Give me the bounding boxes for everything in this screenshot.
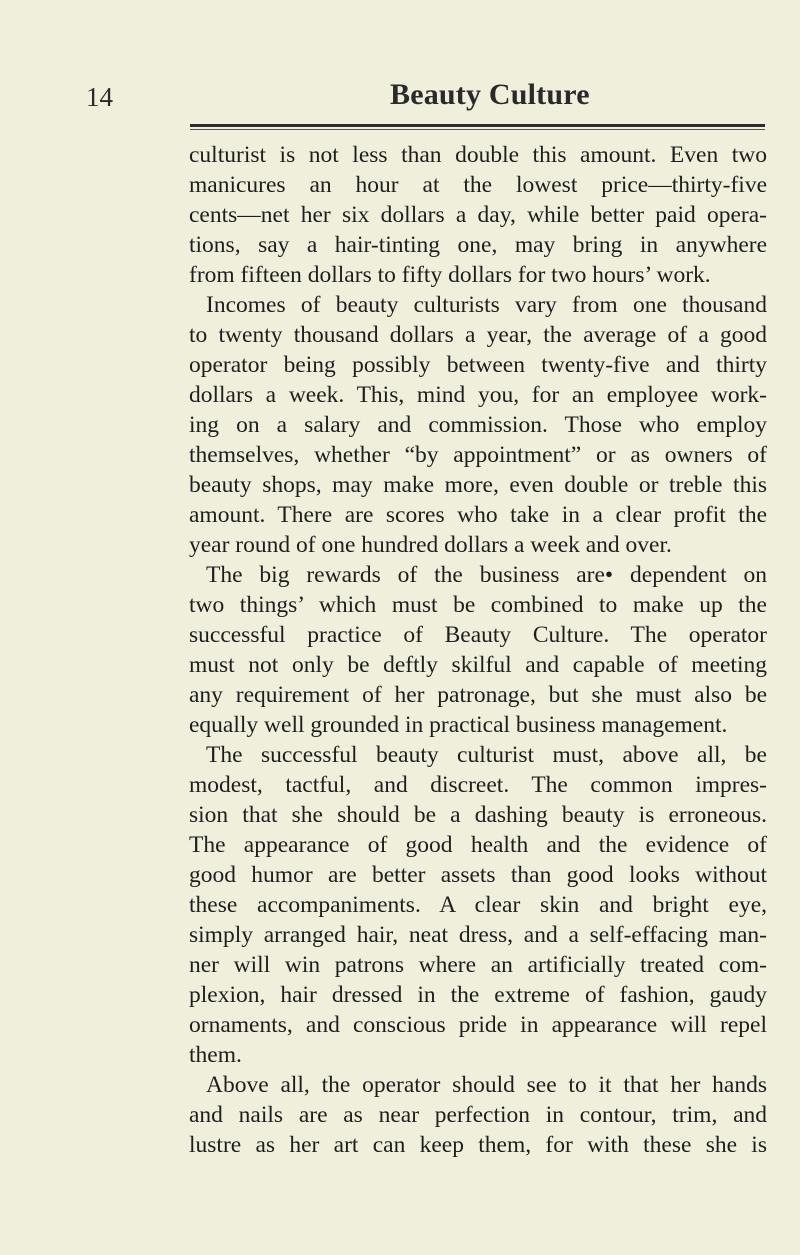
text-line: them. bbox=[189, 1042, 242, 1068]
text-line: Above all, the operator should see to it that her hands bbox=[206, 1072, 767, 1098]
text-line: The successful beauty culturist must, above all, be bbox=[206, 742, 767, 768]
text-line: simply arranged hair, neat dress, and a self-effacing man- bbox=[189, 922, 767, 948]
text-line: any requirement of her patronage, but she must also be bbox=[189, 682, 767, 708]
text-line: from fifteen dollars to fifty dollars for two hours’ work. bbox=[189, 262, 711, 288]
text-line: Incomes of beauty culturists vary from one thousand bbox=[206, 292, 767, 318]
text-line: themselves, whether “by appointment” or as owners of bbox=[189, 442, 767, 468]
text-line: year round of one hundred dollars a week and over. bbox=[189, 532, 672, 558]
text-line: equally well grounded in practical business management. bbox=[189, 712, 728, 738]
body-text bbox=[189, 140, 767, 1160]
running-head: Beauty Culture bbox=[390, 78, 590, 111]
text-line: cents—net her six dollars a day, while better paid opera- bbox=[189, 202, 767, 228]
text-line: amount. There are scores who take in a clear profit the bbox=[189, 502, 767, 528]
text-line: operator being possibly between twenty-five and thirty bbox=[189, 352, 767, 378]
text-line: must not only be deftly skilful and capable of meeting bbox=[189, 652, 767, 678]
page-header bbox=[0, 78, 800, 118]
text-line: The appearance of good health and the evidence of bbox=[189, 832, 767, 858]
text-line: ornaments, and conscious pride in appearance will repel bbox=[189, 1012, 767, 1038]
text-line: two things’ which must be combined to make up the bbox=[189, 592, 767, 618]
text-line: lustre as her art can keep them, for with these she is bbox=[189, 1132, 767, 1158]
text-line: these accompaniments. A clear skin and bright eye, bbox=[189, 892, 767, 918]
text-line: plexion, hair dressed in the extreme of fashion, gaudy bbox=[189, 982, 767, 1008]
text-line: tions, say a hair-tinting one, may bring in anywhere bbox=[189, 232, 767, 258]
text-line: culturist is not less than double this amount. Even two bbox=[189, 142, 767, 168]
text-line: good humor are better assets than good looks without bbox=[189, 862, 767, 888]
page-number: 14 bbox=[86, 82, 113, 112]
text-line: successful practice of Beauty Culture. The operator bbox=[189, 622, 767, 648]
text-line: beauty shops, may make more, even double or treble this bbox=[189, 472, 767, 498]
text-line: sion that she should be a dashing beauty is erroneous. bbox=[189, 802, 767, 828]
text-line: The big rewards of the business are• dependent on bbox=[206, 562, 767, 588]
text-line: to twenty thousand dollars a year, the average of a good bbox=[189, 322, 767, 348]
text-line: and nails are as near perfection in contour, trim, and bbox=[189, 1102, 767, 1128]
text-line: dollars a week. This, mind you, for an employee work- bbox=[189, 382, 767, 408]
text-line: manicures an hour at the lowest price—thirty-five bbox=[189, 172, 767, 198]
header-rule bbox=[190, 124, 765, 127]
header-rule-thin bbox=[190, 129, 765, 130]
text-line: ing on a salary and commission. Those who employ bbox=[189, 412, 767, 438]
text-line: ner will win patrons where an artificially treated com- bbox=[189, 952, 767, 978]
text-line: modest, tactful, and discreet. The common impres- bbox=[189, 772, 767, 798]
